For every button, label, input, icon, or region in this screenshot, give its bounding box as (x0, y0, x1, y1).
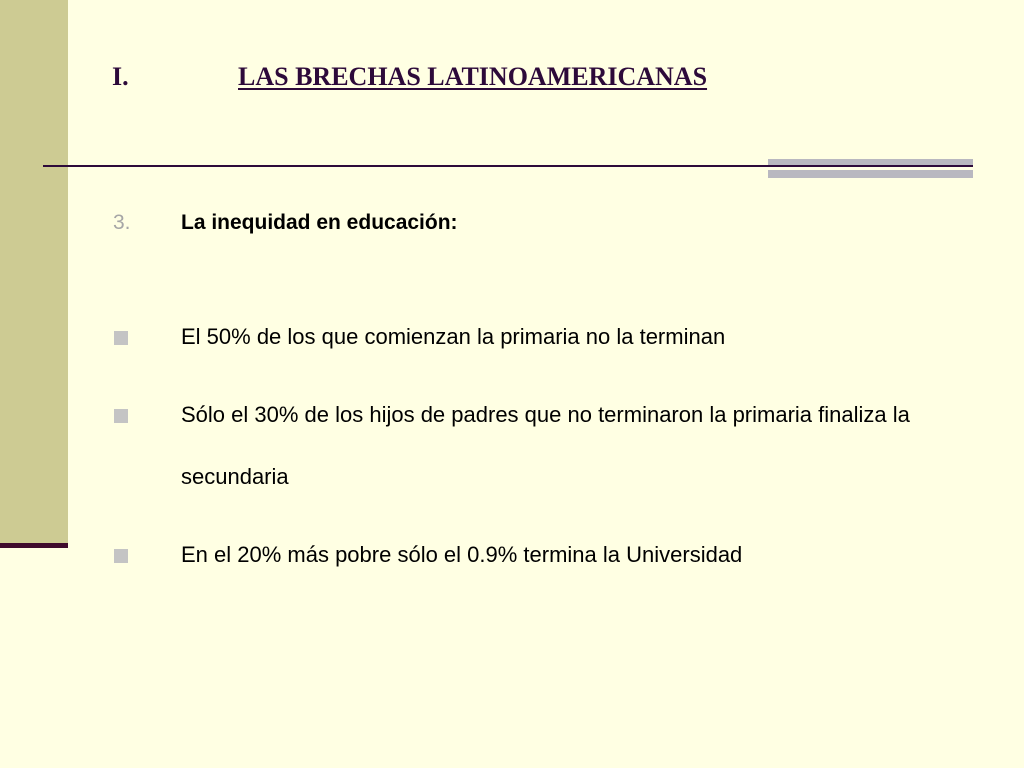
title-number: I. (112, 62, 129, 91)
slide-title: LAS BRECHAS LATINOAMERICANAS (238, 62, 708, 91)
square-bullet-icon (114, 331, 128, 345)
bullet-item-1: El 50% de los que comienzan la primaria no la terminan (181, 324, 726, 349)
bullet-item-2: Sólo el 30% de los hijos de padres que no terminaron la primaria finaliza la secundaria (181, 402, 910, 489)
divider-accent (768, 159, 973, 179)
divider-accent-bar-top (768, 159, 973, 165)
section-title: La inequidad en educación: (181, 211, 458, 234)
left-decorative-band (0, 0, 68, 545)
square-bullet-icon (114, 549, 128, 563)
section-number: 3. (113, 211, 131, 234)
square-bullet-icon (114, 409, 128, 423)
left-band-underline (0, 543, 68, 548)
bullet-item-3: En el 20% más pobre sólo el 0.9% termina la Universidad (181, 542, 743, 567)
divider-accent-bar-bottom (768, 170, 973, 178)
